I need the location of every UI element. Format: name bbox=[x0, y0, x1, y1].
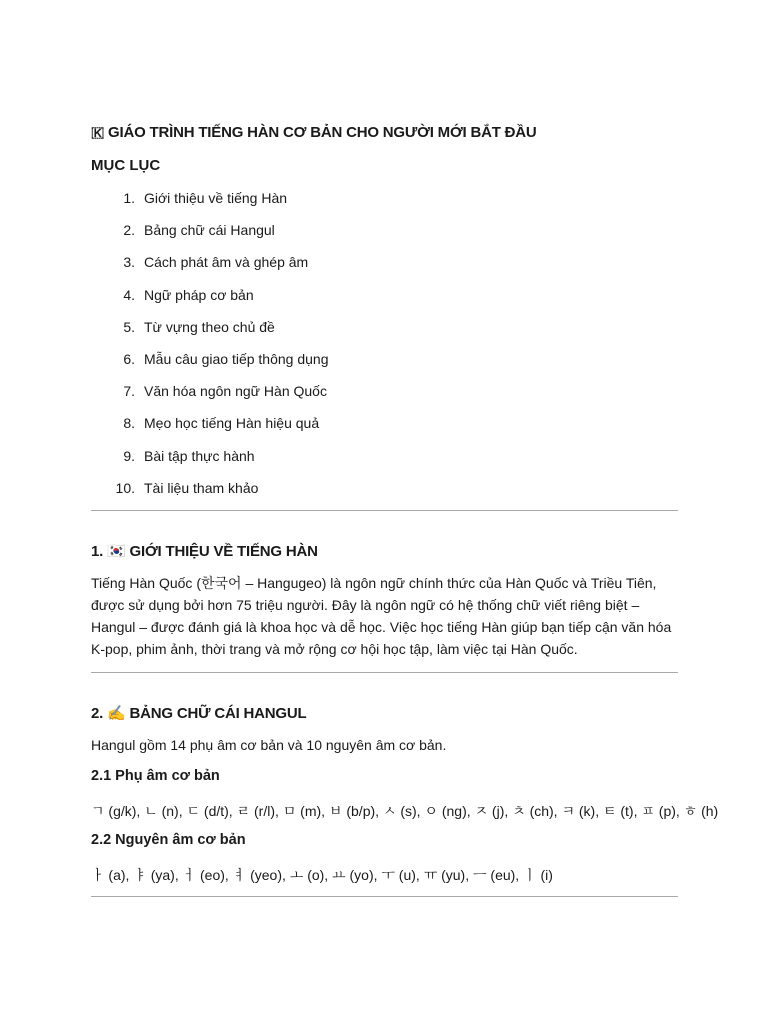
section-2-heading: 2. ✍️ BẢNG CHỮ CÁI HANGUL bbox=[91, 705, 307, 722]
toc-heading: MỤC LỤC bbox=[91, 157, 161, 174]
toc-item-number: 2. bbox=[123, 222, 135, 239]
consonant-list: ㄱ (g/k), ㄴ (n), ㄷ (d/t), ㄹ (r/l), ㅁ (m), ㅂ (b/p), ㅅ (s), ㅇ (ng), ㅈ (j), ㅊ (ch), ㅋ (k), ㅌ (t), ㅍ (p), ㅎ (h) bbox=[91, 803, 719, 819]
toc-item-text: Tài liệu tham khảo bbox=[144, 479, 259, 496]
vowel-list: ㅏ (a), ㅑ (ya), ㅓ (eo), ㅕ (yeo), ㅗ (o), ㅛ (yo), ㅜ (u), ㅠ (yu), ㅡ (eu), ㅣ (i) bbox=[91, 867, 553, 883]
toc-item-number: 1. bbox=[123, 190, 135, 206]
horizontal-divider bbox=[91, 896, 678, 897]
toc-item-number: 6. bbox=[123, 350, 135, 367]
subsection-2-1-heading: 2.1 Phụ âm cơ bản bbox=[91, 768, 220, 784]
section-2-intro: Hangul gồm 14 phụ âm cơ bản và 10 nguyên âm cơ bản. bbox=[91, 737, 447, 753]
toc-item-number: 9. bbox=[123, 447, 135, 464]
toc-item bbox=[91, 415, 328, 447]
section-1-body: Tiếng Hàn Quốc (한국어 – Hangugeo) là ngôn ngữ chính thức của Hàn Quốc và Triều Tiên, được sử dụng bởi hơn 75 triệu người. Đây là ngôn ngữ có hệ thống chữ viết riêng biệt – Hangul – được đánh giá là khoa học và dễ học. Việc học tiếng Hàn giúp bạn tiếp cận văn hóa K-pop, phim ảnh, thời trang và mở rộng cơ hội học tập, làm việc tại Hàn Quốc. bbox=[91, 575, 672, 657]
subsection-2-2-heading: 2.2 Nguyên âm cơ bản bbox=[91, 832, 246, 848]
horizontal-divider bbox=[91, 510, 678, 511]
toc-item bbox=[91, 383, 328, 415]
toc-item bbox=[91, 254, 328, 286]
toc-item-text: Mẫu câu giao tiếp thông dụng bbox=[144, 350, 329, 367]
toc-item-text: Bài tập thực hành bbox=[144, 447, 255, 464]
toc-item bbox=[91, 287, 328, 319]
toc-item bbox=[91, 319, 328, 351]
toc-item-text: Giới thiệu về tiếng Hàn bbox=[144, 190, 288, 206]
toc-item bbox=[91, 222, 328, 254]
toc-item bbox=[91, 448, 328, 480]
table-of-contents bbox=[91, 190, 328, 512]
toc-item bbox=[91, 351, 328, 383]
toc-item-number: 3. bbox=[123, 254, 135, 271]
toc-item-number: 5. bbox=[123, 318, 135, 335]
toc-item-number: 4. bbox=[123, 286, 135, 303]
horizontal-divider bbox=[91, 672, 678, 673]
toc-item bbox=[91, 480, 328, 512]
toc-item-text: Mẹo học tiếng Hàn hiệu quả bbox=[144, 415, 320, 432]
toc-item-number: 10. bbox=[115, 479, 135, 496]
toc-item-text: Ngữ pháp cơ bản bbox=[144, 286, 254, 303]
toc-item-text: Bảng chữ cái Hangul bbox=[144, 222, 275, 239]
toc-item bbox=[91, 190, 328, 222]
toc-item-text: Từ vựng theo chủ đề bbox=[144, 318, 275, 335]
toc-item-text: Cách phát âm và ghép âm bbox=[144, 254, 309, 271]
toc-item-number: 7. bbox=[123, 383, 135, 400]
toc-item-text: Văn hóa ngôn ngữ Hàn Quốc bbox=[144, 383, 327, 400]
document-title: 🇰 GIÁO TRÌNH TIẾNG HÀN CƠ BẢN CHO NGƯỜI MỚI BẮT ĐẦU bbox=[91, 124, 537, 141]
section-1-heading: 1. 🇰🇷 GIỚI THIỆU VỀ TIẾNG HÀN bbox=[91, 543, 318, 560]
toc-item-number: 8. bbox=[123, 415, 135, 432]
